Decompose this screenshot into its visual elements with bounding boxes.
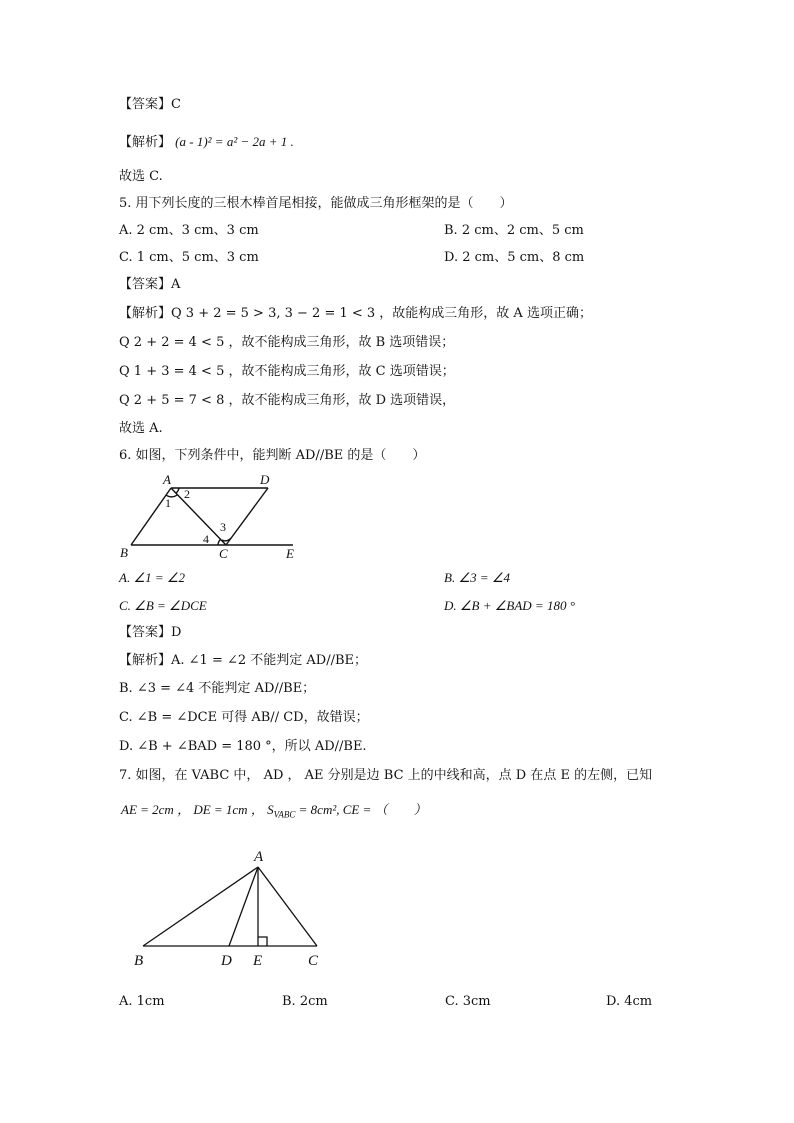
label-b: B <box>134 953 144 969</box>
explanation-label: 【解析】 <box>119 135 172 150</box>
q5-option-a: A. 2 cm、3 cm、3 cm <box>119 223 259 238</box>
q5-option-b: B. 2 cm、2 cm、5 cm <box>444 223 584 238</box>
q6-explanation-2: B. ∠3 = ∠4 不能判定 AD//BE； <box>119 681 316 696</box>
q7-option-b: B. 2cm <box>282 994 328 1009</box>
q6-option-c: C. ∠B = ∠DCE <box>119 598 207 613</box>
q5-explanation-2: Q 2 + 2 = 4 < 5 ，故不能构成三角形，故 B 选项错误； <box>119 335 455 350</box>
question-7: 7. 如图，在 VABC 中， AD ， AE 分别是边 BC 上的中线和高，点 D 在点 E 的左侧，已知 <box>119 768 653 783</box>
segment-ab <box>143 867 258 946</box>
label-e: E <box>253 953 263 969</box>
q6-answer: 【答案】D <box>119 625 182 640</box>
label-d: D <box>260 472 270 487</box>
q6-option-b: B. ∠3 = ∠4 <box>444 570 511 585</box>
label-d: D <box>221 953 232 969</box>
q6-option-d: D. ∠B + ∠BAD = 180 ° <box>444 598 575 613</box>
label-c: C <box>219 546 228 561</box>
explanation-math: (a - 1)² = a² − 2a + 1 . <box>175 134 294 149</box>
right-angle-mark <box>258 937 267 946</box>
q5-answer: 【答案】A <box>119 277 181 292</box>
label-a: A <box>254 849 264 865</box>
q7-option-d: D. 4cm <box>606 994 653 1009</box>
segment-ac <box>171 488 226 545</box>
figure-6 <box>115 470 305 562</box>
question-5: 5. 用下列长度的三根木棒首尾相接，能做成三角形框架的是（ ） <box>119 196 513 211</box>
segment-ad <box>229 867 258 946</box>
q6-explanation-1: 【解析】A. ∠1 = ∠2 不能判定 AD//BE； <box>119 653 368 668</box>
question-7-line-2 <box>121 801 427 824</box>
q5-explanation-1: 【解析】Q 3 + 2 = 5 > 3, 3 − 2 = 1 < 3 ，故能构成三角形，故 A 选项正确； <box>119 306 592 321</box>
arc-angle-4 <box>218 539 221 545</box>
segment-ac <box>258 867 317 946</box>
q6-explanation-4: D. ∠B + ∠BAD = 180 °，所以 AD//BE. <box>119 739 367 754</box>
arc-angle-2 <box>176 488 179 493</box>
q5-explanation-5: 故选 A. <box>119 421 163 436</box>
q7-given-part1: AE = 2cm ， DE = 1cm ， S <box>121 802 274 817</box>
q6-explanation-3: C. ∠B = ∠DCE 可得 AB// CD，故错误； <box>119 710 369 725</box>
q7-given-part2: = 8cm², CE = （ ） <box>295 802 427 817</box>
label-b: B <box>120 545 128 560</box>
q5-option-c: C. 1 cm、5 cm、3 cm <box>119 250 259 265</box>
q7-area-subscript: VABC <box>273 809 296 820</box>
angle-number-3: 3 <box>220 520 226 534</box>
label-a: A <box>163 472 171 487</box>
angle-number-2: 2 <box>184 487 190 501</box>
q5-option-d: D. 2 cm、5 cm、8 cm <box>444 250 585 265</box>
q5-explanation-4: Q 2 + 5 = 7 < 8 ，故不能构成三角形，故 D 选项错误， <box>119 393 456 408</box>
explanation-4 <box>119 133 294 152</box>
angle-number-4: 4 <box>203 532 209 546</box>
label-e: E <box>286 546 294 561</box>
question-6: 6. 如图，下列条件中，能判断 AD//BE 的是（ ） <box>119 448 426 463</box>
angle-number-1: 1 <box>165 496 171 510</box>
q6-option-a: A. ∠1 = ∠2 <box>119 570 186 585</box>
figure-7 <box>125 845 335 973</box>
q7-option-a: A. 1cm <box>119 994 165 1009</box>
label-c: C <box>308 953 319 969</box>
segment-dc <box>226 488 268 545</box>
q5-explanation-3: Q 1 + 3 = 4 < 5 ，故不能构成三角形，故 C 选项错误； <box>119 364 455 379</box>
q7-option-c: C. 3cm <box>445 994 491 1009</box>
choose-c: 故选 C. <box>119 169 163 184</box>
answer-c: 【答案】C <box>119 97 181 112</box>
